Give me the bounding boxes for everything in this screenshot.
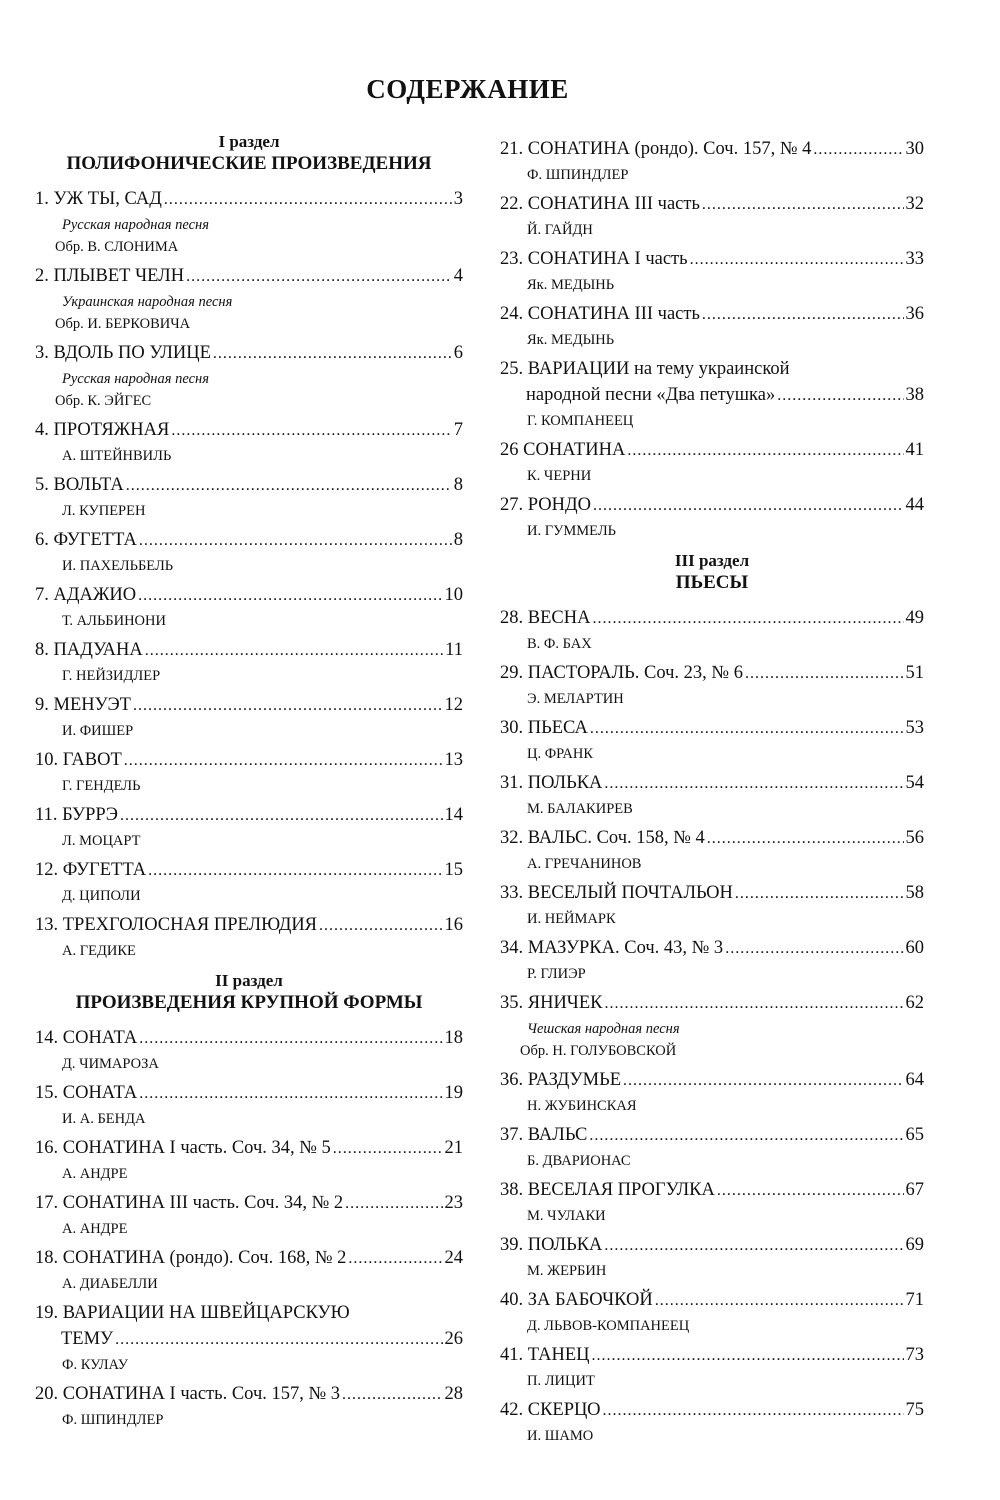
- entry-line: [35, 802, 463, 829]
- page-number: 62: [905, 993, 924, 1013]
- toc-entry[interactable]: [35, 263, 463, 340]
- dot-leader: [133, 693, 443, 719]
- entry-line: [35, 1381, 463, 1408]
- toc-entry[interactable]: [500, 935, 924, 990]
- page-number: 69: [905, 1235, 924, 1255]
- page-number: 15: [444, 860, 463, 880]
- entry-title: 14. СОНАТА: [35, 1028, 138, 1048]
- toc-entry[interactable]: [35, 692, 463, 747]
- dot-leader: [813, 137, 903, 163]
- dot-leader: [120, 803, 443, 829]
- entry-line: [500, 825, 924, 852]
- entry-title: 29. ПАСТОРАЛЬ. Соч. 23, № 6: [500, 663, 743, 683]
- entry-title-line: [500, 356, 924, 382]
- entry-line: [500, 136, 924, 163]
- toc-entry[interactable]: [500, 1232, 924, 1287]
- page-number: 16: [444, 915, 463, 935]
- dot-leader: [115, 1327, 442, 1353]
- composer-name: Л. МОЦАРТ: [62, 833, 141, 849]
- composer-name: А. ГРЕЧАНИНОВ: [527, 856, 642, 872]
- page-number: 10: [444, 585, 463, 605]
- entry-line: [35, 472, 463, 499]
- toc-entry[interactable]: [500, 437, 924, 492]
- entry-title: 9. МЕНУЭТ: [35, 695, 131, 715]
- composer-name: Обр. И. БЕРКОВИЧА: [55, 316, 191, 332]
- dot-leader: [604, 991, 903, 1017]
- entry-line: [35, 1025, 463, 1052]
- entry-title: 15. СОНАТА: [35, 1083, 138, 1103]
- entry-title: 11. БУРРЭ: [35, 805, 118, 825]
- composer-name: Б. ДВАРИОНАС: [527, 1153, 631, 1169]
- toc-entry[interactable]: [500, 715, 924, 770]
- entry-line: [35, 857, 463, 884]
- composer-name: Ц. ФРАНК: [527, 746, 594, 762]
- entry-title: 1. УЖ ТЫ, САД: [35, 189, 162, 209]
- page-number: 3: [453, 189, 463, 209]
- dot-leader: [690, 247, 904, 273]
- entry-line: [500, 1067, 924, 1094]
- composer-name: М. БАЛАКИРЕВ: [527, 801, 633, 817]
- page-number: 24: [444, 1248, 463, 1268]
- entry-line: [35, 747, 463, 774]
- dot-leader: [592, 606, 903, 632]
- toc-entry[interactable]: [500, 770, 924, 825]
- entry-title: 3. ВДОЛЬ ПО УЛИЦЕ: [35, 343, 211, 363]
- entry-title: 41. ТАНЕЦ: [500, 1345, 590, 1365]
- entry-title: 5. ВОЛЬТА: [35, 475, 124, 495]
- toc-entry[interactable]: [500, 1177, 924, 1232]
- entry-line: [35, 1190, 463, 1217]
- entry-title: ТЕМУ: [61, 1329, 114, 1349]
- page-number: 51: [905, 663, 924, 683]
- toc-entry[interactable]: [35, 1300, 463, 1381]
- entry-line: [35, 527, 463, 554]
- page-number: 33: [905, 249, 924, 269]
- composer-name: В. Ф. БАХ: [527, 636, 592, 652]
- entry-line: [35, 1245, 463, 1272]
- toc-entry[interactable]: [500, 301, 924, 356]
- composer-name: Т. АЛЬБИНОНИ: [62, 613, 166, 629]
- section-number: III раздел: [674, 551, 750, 570]
- dot-leader: [627, 438, 903, 464]
- entry-title: народной песни «Два петушка»: [526, 385, 776, 405]
- section-title: ПОЛИФОНИЧЕСКИЕ ПРОИЗВЕДЕНИЯ: [66, 153, 432, 174]
- entry-title: 26 СОНАТИНА: [500, 440, 626, 460]
- composer-name: Обр. В. СЛОНИМА: [55, 239, 179, 255]
- dot-leader: [702, 192, 904, 218]
- entry-title: 42. СКЕРЦО: [500, 1400, 601, 1420]
- composer-name: И. ФИШЕР: [62, 723, 134, 739]
- dot-leader: [139, 1026, 442, 1052]
- page-number: 4: [453, 266, 463, 286]
- composer-name: М. ЖЕРБИН: [527, 1263, 607, 1279]
- toc-entry[interactable]: [35, 417, 463, 472]
- entry-title: 7. АДАЖИО: [35, 585, 137, 605]
- dot-leader: [604, 771, 903, 797]
- composer-name: Д. ЛЬВОВ-КОМПАНЕЕЦ: [527, 1318, 690, 1334]
- dot-leader: [139, 528, 452, 554]
- entry-title: 2. ПЛЫВЕТ ЧЕЛН: [35, 266, 185, 286]
- entry-title: 28. ВЕСНА: [500, 608, 591, 628]
- entry-title: 38. ВЕСЕЛАЯ ПРОГУЛКА: [500, 1180, 715, 1200]
- dot-leader: [593, 493, 904, 519]
- entry-title: 16. СОНАТИНА I часть. Соч. 34, № 5: [35, 1138, 331, 1158]
- page-number: 21: [444, 1138, 463, 1158]
- toc-entry[interactable]: [500, 492, 924, 547]
- dot-leader: [342, 1382, 442, 1408]
- composer-name: Обр. Н. ГОЛУБОВСКОЙ: [520, 1043, 677, 1059]
- entry-line: [35, 637, 463, 664]
- entry-note: Чешская народная песня: [527, 1021, 680, 1037]
- page-number: 26: [444, 1329, 463, 1349]
- entry-title: 20. СОНАТИНА I часть. Соч. 157, № 3: [35, 1384, 341, 1404]
- composer-name: А. АНДРЕ: [62, 1166, 128, 1182]
- entry-line: [35, 186, 463, 213]
- dot-leader: [623, 1068, 903, 1094]
- entry-line: [500, 990, 924, 1017]
- entry-title: 30. ПЬЕСА: [500, 718, 588, 738]
- page-number: 32: [905, 194, 924, 214]
- entry-line: [35, 340, 463, 367]
- page-number: 19: [444, 1083, 463, 1103]
- page-number: 38: [905, 385, 924, 405]
- dot-leader: [139, 1081, 442, 1107]
- dot-leader: [348, 1246, 442, 1272]
- dot-leader: [186, 264, 452, 290]
- section-title: ПЬЕСЫ: [675, 572, 749, 593]
- composer-name: К. ЧЕРНИ: [527, 468, 592, 484]
- composer-name: А. ДИАБЕЛЛИ: [62, 1276, 158, 1292]
- entry-line: [35, 1080, 463, 1107]
- entry-title: 27. РОНДО: [500, 495, 591, 515]
- entry-title: 12. ФУГЕТТА: [35, 860, 147, 880]
- entry-line: [500, 880, 924, 907]
- entry-title: 33. ВЕСЕЛЫЙ ПОЧТАЛЬОН: [500, 883, 733, 903]
- entry-line: [35, 417, 463, 444]
- composer-name: И. А. БЕНДА: [62, 1111, 146, 1127]
- dot-leader: [592, 1343, 904, 1369]
- toc-entry[interactable]: [35, 1135, 463, 1190]
- page-number: 67: [905, 1180, 924, 1200]
- dot-leader: [707, 826, 904, 852]
- composer-name: И. ШАМО: [527, 1428, 594, 1444]
- page-number: 71: [905, 1290, 924, 1310]
- page-number: 65: [905, 1125, 924, 1145]
- composer-name: Як. МЕДЫНЬ: [527, 277, 615, 293]
- entry-line: [35, 263, 463, 290]
- composer-name: Обр. К. ЭЙГЕС: [55, 393, 152, 409]
- entry-line: [500, 1342, 924, 1369]
- entry-line: [35, 582, 463, 609]
- page-number: 44: [905, 495, 924, 515]
- entry-line: [35, 912, 463, 939]
- composer-name: Ф. КУЛАУ: [62, 1357, 129, 1373]
- entry-title: 19. ВАРИАЦИИ НА ШВЕЙЦАРСКУЮ: [35, 1303, 350, 1323]
- entry-title: 21. СОНАТИНА (рондо). Соч. 157, № 4: [500, 139, 812, 159]
- page-number: 60: [905, 938, 924, 958]
- entry-line: [500, 935, 924, 962]
- toc-entry[interactable]: [35, 527, 463, 582]
- entry-title: 24. СОНАТИНА III часть: [500, 304, 700, 324]
- toc-entry[interactable]: [35, 747, 463, 802]
- dot-leader: [590, 716, 904, 742]
- entry-title: 35. ЯНИЧЕК: [500, 993, 603, 1013]
- toc-entry[interactable]: [35, 857, 463, 912]
- toc-entry[interactable]: [35, 472, 463, 527]
- section-heading: [500, 551, 924, 595]
- entry-line: [35, 692, 463, 719]
- toc-entry[interactable]: [35, 340, 463, 417]
- page-number: 11: [445, 640, 463, 660]
- toc-entry[interactable]: [500, 246, 924, 301]
- entry-note: Русская народная песня: [62, 217, 209, 233]
- page-number: 64: [905, 1070, 924, 1090]
- entry-title: 40. ЗА БАБОЧКОЙ: [500, 1290, 653, 1310]
- composer-name: Г. НЕЙЗИДЛЕР: [62, 668, 161, 684]
- entry-note: Русская народная песня: [62, 371, 209, 387]
- dot-leader: [735, 881, 904, 907]
- toc-entry[interactable]: [500, 660, 924, 715]
- dot-leader: [603, 1398, 904, 1424]
- composer-name: Г. КОМПАНЕЕЦ: [527, 413, 634, 429]
- dot-leader: [126, 473, 452, 499]
- toc-entry[interactable]: [500, 825, 924, 880]
- section-title: ПРОИЗВЕДЕНИЯ КРУПНОЙ ФОРМЫ: [75, 992, 423, 1013]
- dot-leader: [345, 1191, 442, 1217]
- section-heading: [35, 971, 463, 1015]
- entry-line: [500, 1287, 924, 1314]
- toc-entry[interactable]: [35, 582, 463, 637]
- toc-entry[interactable]: [500, 1397, 924, 1452]
- toc-entry[interactable]: [35, 1025, 463, 1080]
- dot-leader: [702, 302, 904, 328]
- toc-entry[interactable]: [500, 191, 924, 246]
- composer-name: Э. МЕЛАРТИН: [527, 691, 624, 707]
- entry-title: 39. ПОЛЬКА: [500, 1235, 603, 1255]
- entry-title: 4. ПРОТЯЖНАЯ: [35, 420, 170, 440]
- dot-leader: [164, 187, 452, 213]
- composer-name: А. АНДРЕ: [62, 1221, 128, 1237]
- section-heading: [35, 132, 463, 176]
- toc-entry[interactable]: [500, 1067, 924, 1122]
- entry-title: 34. МАЗУРКА. Соч. 43, № 3: [500, 938, 724, 958]
- dot-leader: [213, 341, 452, 367]
- composer-name: Г. ГЕНДЕЛЬ: [62, 778, 141, 794]
- dot-leader: [589, 1123, 903, 1149]
- page-number: 36: [905, 304, 924, 324]
- page-number: 56: [905, 828, 924, 848]
- toc-entry[interactable]: [35, 802, 463, 857]
- composer-name: А. ГЕДИКЕ: [62, 943, 136, 959]
- entry-line: [500, 492, 924, 519]
- toc-column-left: [35, 128, 463, 1436]
- page-number: 23: [444, 1193, 463, 1213]
- entry-line: [500, 605, 924, 632]
- toc-entry[interactable]: [35, 1080, 463, 1135]
- toc-column-right: [500, 136, 924, 1452]
- composer-name: Д. ЦИПОЛИ: [62, 888, 141, 904]
- composer-name: Як. МЕДЫНЬ: [527, 332, 615, 348]
- page-number: 28: [444, 1384, 463, 1404]
- page-number: 41: [905, 440, 924, 460]
- composer-name: Н. ЖУБИНСКАЯ: [527, 1098, 637, 1114]
- entry-note: Украинская народная песня: [62, 294, 233, 310]
- toc-entry[interactable]: [35, 912, 463, 967]
- page-number: 73: [905, 1345, 924, 1365]
- dot-leader: [333, 1136, 443, 1162]
- dot-leader: [717, 1178, 904, 1204]
- composer-name: Д. ЧИМАРОЗА: [62, 1056, 159, 1072]
- entry-line: [500, 770, 924, 797]
- entry-title: 32. ВАЛЬС. Соч. 158, № 4: [500, 828, 705, 848]
- entry-title: 10. ГАВОТ: [35, 750, 122, 770]
- toc-entry[interactable]: [35, 186, 463, 263]
- entry-title: 17. СОНАТИНА III часть. Соч. 34, № 2: [35, 1193, 344, 1213]
- page-number: 13: [444, 750, 463, 770]
- page-number: 49: [905, 608, 924, 628]
- entry-line: [500, 1232, 924, 1259]
- toc-entry[interactable]: [35, 1381, 463, 1436]
- dot-leader: [124, 748, 443, 774]
- page-number: 7: [453, 420, 463, 440]
- dot-leader: [745, 661, 904, 687]
- composer-name: И. ГУММЕЛЬ: [527, 523, 616, 539]
- entry-title: 31. ПОЛЬКА: [500, 773, 603, 793]
- entry-title: 13. ТРЕХГОЛОСНАЯ ПРЕЛЮДИЯ: [35, 915, 318, 935]
- toc-entry[interactable]: [500, 880, 924, 935]
- entry-line: [500, 660, 924, 687]
- page-number: 14: [444, 805, 463, 825]
- entry-line: [500, 715, 924, 742]
- toc-entry[interactable]: [500, 136, 924, 191]
- dot-leader: [655, 1288, 904, 1314]
- dot-leader: [725, 936, 903, 962]
- page-number: 12: [444, 695, 463, 715]
- toc-entry[interactable]: [35, 637, 463, 692]
- entry-title: 8. ПАДУАНА: [35, 640, 143, 660]
- composer-name: И. ПАХЕЛЬБЕЛЬ: [62, 558, 174, 574]
- entry-line: [500, 1122, 924, 1149]
- entry-title: 25. ВАРИАЦИИ на тему украинской: [500, 359, 790, 379]
- page-number: 30: [905, 139, 924, 159]
- composer-name: Ф. ШПИНДЛЕР: [62, 1412, 164, 1428]
- composer-name: П. ЛИЦИТ: [527, 1373, 595, 1389]
- entry-line: [500, 382, 924, 409]
- section-number: I раздел: [218, 132, 280, 151]
- page-number: 54: [905, 773, 924, 793]
- entry-title: 22. СОНАТИНА III часть: [500, 194, 700, 214]
- toc-entry[interactable]: [500, 605, 924, 660]
- dot-leader: [604, 1233, 903, 1259]
- toc-entry[interactable]: [35, 1245, 463, 1300]
- page-number: 6: [453, 343, 463, 363]
- composer-name: Р. ГЛИЭР: [527, 966, 586, 982]
- toc-entry[interactable]: [500, 1287, 924, 1342]
- dot-leader: [145, 638, 443, 664]
- entry-title: 23. СОНАТИНА I часть: [500, 249, 688, 269]
- entry-line: [500, 437, 924, 464]
- composer-name: Л. КУПЕРЕН: [62, 503, 146, 519]
- page-number: 75: [905, 1400, 924, 1420]
- page-number: 8: [453, 530, 463, 550]
- page-number: 8: [453, 475, 463, 495]
- dot-leader: [777, 383, 903, 409]
- entry-title: 6. ФУГЕТТА: [35, 530, 137, 550]
- composer-name: И. НЕЙМАРК: [527, 911, 616, 927]
- entry-line: [500, 1397, 924, 1424]
- entry-line: [35, 1326, 463, 1353]
- composer-name: А. ШТЕЙНВИЛЬ: [62, 448, 172, 464]
- entry-line: [500, 301, 924, 328]
- entry-title: 36. РАЗДУМЬЕ: [500, 1070, 622, 1090]
- composer-name: Ф. ШПИНДЛЕР: [527, 167, 629, 183]
- entry-line: [500, 1177, 924, 1204]
- entry-title-line: [35, 1300, 463, 1326]
- entry-title: 37. ВАЛЬС: [500, 1125, 588, 1145]
- toc-entry[interactable]: [35, 1190, 463, 1245]
- composer-name: М. ЧУЛАКИ: [527, 1208, 606, 1224]
- section-number: II раздел: [215, 971, 283, 990]
- toc-entry[interactable]: [500, 1342, 924, 1397]
- toc-entry[interactable]: [500, 356, 924, 437]
- page-title: СОДЕРЖАНИЕ: [366, 74, 569, 104]
- entry-line: [35, 1135, 463, 1162]
- toc-entry[interactable]: [500, 990, 924, 1067]
- page-number: 18: [444, 1028, 463, 1048]
- dot-leader: [171, 418, 451, 444]
- dot-leader: [148, 858, 442, 884]
- entry-title: 18. СОНАТИНА (рондо). Соч. 168, № 2: [35, 1248, 347, 1268]
- toc-entry[interactable]: [500, 1122, 924, 1177]
- entry-line: [500, 246, 924, 273]
- dot-leader: [319, 913, 442, 939]
- page-number: 53: [905, 718, 924, 738]
- entry-line: [500, 191, 924, 218]
- dot-leader: [138, 583, 442, 609]
- page-number: 58: [905, 883, 924, 903]
- composer-name: Й. ГАЙДН: [527, 222, 593, 238]
